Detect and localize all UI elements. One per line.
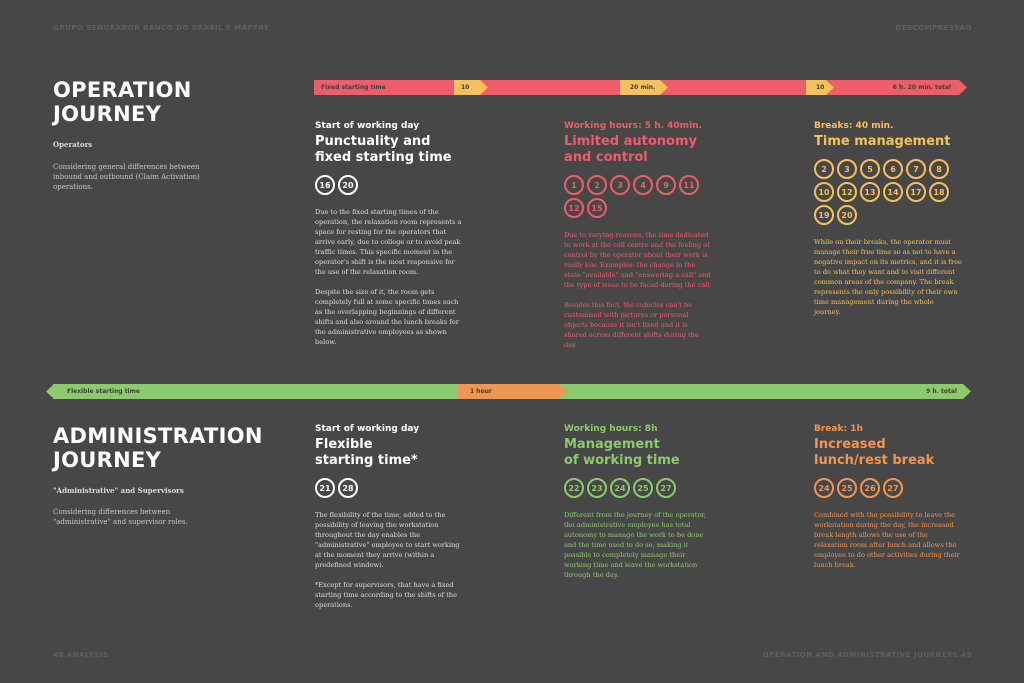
timeline-end-arrow: [963, 384, 971, 399]
column-title: Management of working time: [564, 437, 680, 468]
administration-column-start: [315, 423, 465, 620]
administration-timeline: [53, 384, 963, 399]
reference-number-circle: 19: [814, 205, 834, 225]
reference-circles: [315, 478, 465, 498]
section-header: DESCOMPRESSÃO: [895, 24, 972, 32]
column-body: [564, 230, 712, 350]
column-kicker: Start of working day: [315, 121, 420, 131]
administration-column-working-hours: [564, 423, 712, 590]
reference-number-circle: 24: [610, 478, 630, 498]
column-kicker: Break: 1h: [814, 424, 863, 434]
column-title: Punctuality and fixed starting time: [315, 134, 452, 165]
reference-number-circle: 25: [633, 478, 653, 498]
timeline-total-label: 9 h. total: [926, 388, 957, 395]
reference-number-circle: 13: [860, 182, 880, 202]
timeline-total-label: 6 h. 20 min. total: [892, 84, 951, 91]
operation-description: Considering general differences between inbound and outbound (Claim Activation) operations.: [53, 163, 200, 191]
reference-number-circle: 28: [338, 478, 358, 498]
body-paragraph: *Except for supervisors, that have a fixed starting time according to the shifts of the operations.: [315, 581, 458, 609]
body-paragraph: While on their breaks, the operator must manage their free time so as not to have a negative impact on its metrics, and it is free to do what they want and to visit different common areas of the company. The break represents the only possibility of their own time management during the whole journey.: [814, 238, 962, 316]
operation-column-start: [315, 120, 465, 357]
body-paragraph: Due to varying reasons, the time dedicated to work at the call centre and the feeling of control by the operator about their work is really low. Examples: the change in the state "available" and "answering a call" and the type of issue to be faced during the call.: [564, 231, 712, 289]
reference-number-circle: 24: [814, 478, 834, 498]
footer-left: 48 ANALYSIS: [53, 651, 109, 659]
reference-number-circle: 11: [679, 175, 699, 195]
reference-number-circle: 20: [338, 175, 358, 195]
reference-number-circle: 5: [860, 159, 880, 179]
reference-number-circle: 12: [837, 182, 857, 202]
reference-number-circle: 3: [610, 175, 630, 195]
timeline-work-segment: [660, 80, 806, 95]
publication-header: GRUPO SEGURADOR BANCO DO BRASIL E MAPFRE: [53, 24, 270, 32]
reference-number-circle: 27: [656, 478, 676, 498]
reference-number-circle: 14: [883, 182, 903, 202]
timeline-break1-label: 10: [461, 84, 470, 91]
timeline-lunch-label: 1 hour: [470, 388, 492, 395]
reference-number-circle: 3: [837, 159, 857, 179]
operation-subtitle: Operators: [53, 140, 93, 149]
reference-circles: [814, 478, 962, 498]
timeline-arrow: [826, 80, 834, 95]
reference-number-circle: 27: [883, 478, 903, 498]
operation-journey-title: OPERATION JOURNEY: [53, 78, 192, 126]
reference-number-circle: 8: [929, 159, 949, 179]
reference-number-circle: 7: [906, 159, 926, 179]
timeline-arrow: [480, 80, 488, 95]
column-title: Time management: [814, 134, 951, 149]
reference-number-circle: 6: [883, 159, 903, 179]
reference-number-circle: 23: [587, 478, 607, 498]
operation-timeline: [314, 80, 959, 95]
timeline-arrow: [660, 80, 668, 95]
timeline-start-arrow: [46, 384, 54, 399]
reference-number-circle: 1: [564, 175, 584, 195]
timeline-start-label: Fixed starting time: [321, 84, 386, 91]
reference-number-circle: 2: [587, 175, 607, 195]
administration-column-break: [814, 423, 962, 580]
administration-journey-title: ADMINISTRATION JOURNEY: [53, 424, 263, 472]
timeline-end-arrow: [959, 80, 967, 95]
reference-number-circle: 25: [837, 478, 857, 498]
reference-number-circle: 22: [564, 478, 584, 498]
timeline-start-label: Flexible starting time: [67, 388, 140, 395]
reference-number-circle: 16: [315, 175, 335, 195]
body-paragraph: Besides this fact, the cubicles can't be customised with pictures or personal objects because it isn't fixed and it is shared across different shifts during the day.: [564, 301, 699, 349]
column-kicker: Working hours: 8h: [564, 424, 658, 434]
reference-number-circle: 9: [656, 175, 676, 195]
timeline-work-segment: [558, 384, 963, 399]
body-paragraph: Combined with the possibility to leave the workstation during the day, the increased break length allows the use of the relaxation room after lunch and allows the employee to do other activities during their lunch break.: [814, 511, 960, 569]
reference-number-circle: 21: [315, 478, 335, 498]
timeline-lunch-label: 20 min.: [630, 84, 656, 91]
column-kicker: Working hours: 5 h. 40min.: [564, 121, 702, 131]
timeline-work-segment: [480, 80, 620, 95]
reference-number-circle: 4: [633, 175, 653, 195]
administration-description: Considering differences between "administrative" and supervisor roles.: [53, 508, 188, 526]
reference-circles: [564, 175, 712, 218]
reference-number-circle: 26: [860, 478, 880, 498]
reference-number-circle: 18: [929, 182, 949, 202]
reference-number-circle: 20: [837, 205, 857, 225]
body-paragraph: The flexibility of the time, added to the possibility of leaving the workstation throughout the day enables the "administrative" employee to start working at the moment they arrive (within a predefined window).: [315, 511, 460, 569]
administration-subtitle: "Administrative" and Supervisors: [53, 486, 184, 495]
column-body: [315, 510, 465, 610]
reference-number-circle: 10: [814, 182, 834, 202]
column-kicker: Breaks: 40 min.: [814, 121, 894, 131]
reference-number-circle: 15: [587, 198, 607, 218]
column-body: [814, 237, 962, 317]
reference-circles: [814, 159, 962, 225]
footer-right: OPERATION AND ADMINISTRATIVE JOURNEYS 49: [762, 651, 972, 659]
body-paragraph: Due to the fixed starting times of the operation, the relaxation room represents a space for resting for the operators that arrive early, due to college or to avoid peak traffic times. This specific moment in the operator's shift is the most responsive for the use of the relaxation room.: [315, 208, 462, 276]
timeline-arrow: [558, 384, 568, 399]
reference-number-circle: 17: [906, 182, 926, 202]
reference-circles: [315, 175, 465, 195]
column-body: [814, 510, 962, 570]
reference-number-circle: 2: [814, 159, 834, 179]
reference-circles: [564, 478, 712, 498]
column-title: Limited autonomy and control: [564, 134, 697, 165]
reference-number-circle: 12: [564, 198, 584, 218]
body-paragraph: Despite the size of it, the room gets completely full at some specific times such as the overlapping beginnings of different shifts and also around the lunch breaks for the administrative employees as shown below.: [315, 288, 459, 346]
column-title: Flexible starting time*: [315, 437, 418, 468]
column-title: Increased lunch/rest break: [814, 437, 935, 468]
operation-column-breaks: [814, 120, 962, 327]
body-paragraph: Different from the journey of the operator, the administrative employee has total autonomy to manage the work to be done and the time used to do so, making it possible to completely manage their working time and leave the workstation through the day.: [564, 511, 706, 579]
column-body: [315, 207, 465, 347]
column-kicker: Start of working day: [315, 424, 420, 434]
column-body: [564, 510, 712, 580]
timeline-break2-label: 10: [816, 84, 825, 91]
operation-column-working-hours: [564, 120, 712, 360]
